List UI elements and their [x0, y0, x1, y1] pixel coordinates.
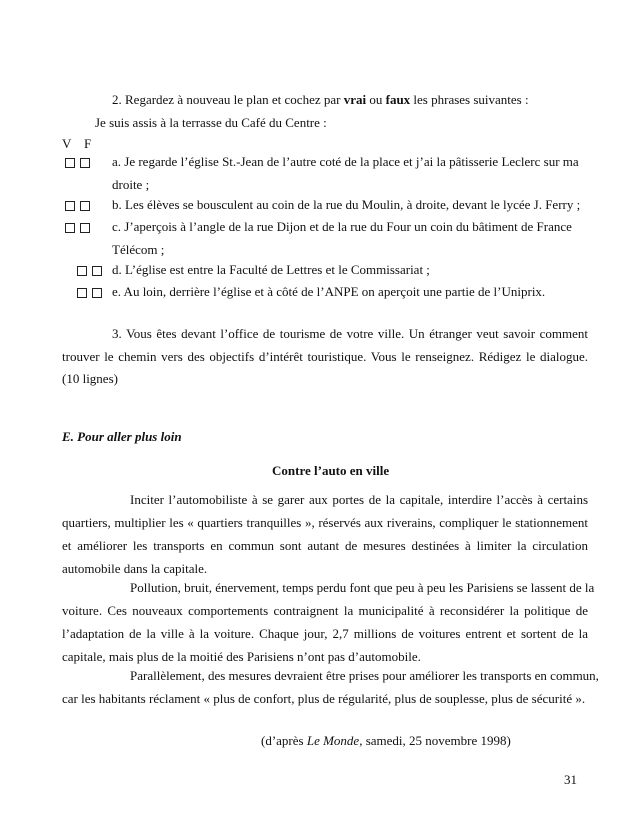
paragraph-1-line-1: Inciter l’automobiliste à se garer aux portes de la capitale, interdire l’accès à certains — [130, 492, 588, 507]
checkbox-v-b[interactable] — [65, 201, 75, 211]
paragraph-3-line-1: Parallèlement, des mesures devraient être prises pour améliorer les transports en commun, — [130, 668, 599, 683]
publication-name: Le Monde, — [306, 733, 363, 748]
column-header-v: V — [62, 136, 72, 151]
paragraph-1-line-3: et améliorer les transports en commun sont autant de mesures destinées à limiter la circulation — [62, 538, 588, 553]
paragraph-3-line-2: car les habitants réclament « plus de confort, plus de régularité, plus de souplesse, plus de sécurité ». — [62, 691, 586, 706]
column-header-f: F — [84, 136, 92, 151]
paragraph-2-line-3: l’adaptation de la ville à la voiture. Chaque jour, 2,7 millions de voitures entrent et sortent de la — [62, 626, 588, 641]
checkbox-f-c[interactable] — [80, 223, 90, 233]
paragraph-2-line-2: voiture. Ces nouveaux comportements contraignent la municipalité à reconsidérer la politique de — [62, 603, 588, 618]
statement-c-cont: Télécom ; — [112, 242, 165, 257]
paragraph-1-line-2: quartiers, multiplier les « quartiers tranquilles », réservés aux riverains, compliquer le stationnement — [62, 515, 588, 530]
exercise3-line2: trouver le chemin vers des objectifs d’intérêt touristique. Vous le renseignez. Rédigez le dialogue. — [62, 349, 588, 364]
exercise3-line1: 3. Vous êtes devant l’office de tourisme de votre ville. Un étranger veut savoir comment — [112, 326, 588, 341]
paragraph-2-line-1: Pollution, bruit, énervement, temps perdu font que peu à peu les Parisiens se lassent de la — [130, 580, 595, 595]
checkbox-f-d[interactable] — [92, 266, 102, 276]
paragraph-2-line-4: capitale, mais plus de la moitié des Parisiens n’ont pas d’automobile. — [62, 649, 421, 664]
section-e-heading: E. Pour aller plus loin — [62, 429, 182, 444]
exercise3-line3: (10 lignes) — [62, 371, 118, 386]
checkbox-f-e[interactable] — [92, 288, 102, 298]
checkbox-v-c[interactable] — [65, 223, 75, 233]
faux-keyword: faux — [385, 92, 411, 107]
statement-d: d. L’église est entre la Faculté de Lettres et le Commissariat ; — [112, 262, 430, 277]
statement-c: c. J’aperçois à l’angle de la rue Dijon et de la rue du Four un coin du bâtiment de France — [112, 219, 572, 234]
checkbox-f-a[interactable] — [80, 158, 90, 168]
vrai-keyword: vrai — [343, 92, 367, 107]
page-number: 31 — [564, 772, 577, 787]
statement-a-cont: droite ; — [112, 177, 150, 192]
checkbox-f-b[interactable] — [80, 201, 90, 211]
article-source: (d’après Le Monde, samedi, 25 novembre 1998) — [261, 733, 511, 748]
article-title: Contre l’auto en ville — [272, 463, 390, 478]
paragraph-1-line-4: automobile dans la capitale. — [62, 561, 208, 576]
statement-b: b. Les élèves se bousculent au coin de la rue du Moulin, à droite, devant le lycée J. Ferry ; — [112, 197, 581, 212]
checkbox-v-d[interactable] — [77, 266, 87, 276]
exercise2-context: Je suis assis à la terrasse du Café du Centre : — [95, 115, 327, 130]
checkbox-v-a[interactable] — [65, 158, 75, 168]
exercise2-instruction: 2. Regardez à nouveau le plan et cochez par vrai ou faux les phrases suivantes : — [112, 92, 529, 107]
statement-e: e. Au loin, derrière l’église et à côté de l’ANPE on aperçoit une partie de l’Uniprix. — [112, 284, 546, 299]
checkbox-v-e[interactable] — [77, 288, 87, 298]
statement-a: a. Je regarde l’église St.-Jean de l’autre coté de la place et j’ai la pâtisserie Leclerc sur ma — [112, 154, 579, 169]
